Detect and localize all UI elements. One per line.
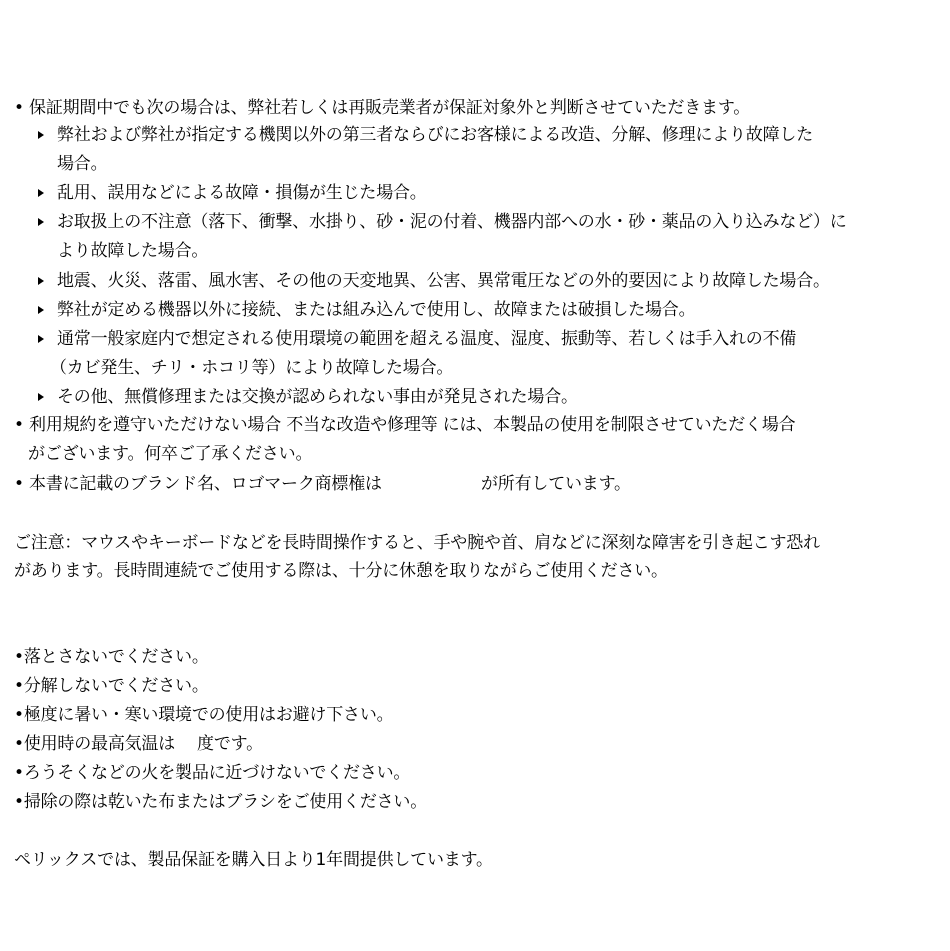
caution-line-2: があります。長時間連続でご使用する際は、十分に休憩を取りながらご使用ください。 <box>14 561 668 581</box>
warranty-item-3-line1: お取扱上の不注意（落下、衝撃、水掛り、砂・泥の付着、機器内部への水・砂・薬品の入り込みなど）に <box>57 212 847 232</box>
warranty-item-5-line1: 弊社が定める機器以外に接続、または組み込んで使用し、故障または破損した場合。 <box>57 300 696 320</box>
triangle-bullet-icon <box>38 218 44 226</box>
terms-line-1: • 利用規約を遵守いただけない場合 不当な改造や修理等 には、本製品の使用を制限させていただく場合 <box>14 415 796 435</box>
handling-item: •使用時の最高気温は 度です。 <box>14 734 263 754</box>
triangle-bullet-icon <box>38 277 44 285</box>
triangle-bullet-icon <box>38 306 44 314</box>
handling-item: •極度に暑い・寒い環境での使用はお避け下さい。 <box>14 705 394 725</box>
warranty-item-1-line2: 場合。 <box>57 154 108 174</box>
warranty-item-3-line2: より故障した場合。 <box>57 241 209 261</box>
terms-line-2: がございます。何卒ご了承ください。 <box>28 444 313 464</box>
caution-line-1: ご注意：マウスやキーボードなどを長時間操作すると、手や腕や首、肩などに深刻な障害を引き起こす恐れ <box>14 533 820 553</box>
warranty-item-6-line2: （カビ発生、チリ・ホコリ等）により故障した場合。 <box>50 358 454 378</box>
warranty-item-7-line1: その他、無償修理または交換が認められない事由が発見された場合。 <box>57 387 578 407</box>
handling-item: •掃除の際は乾いた布またはブラシをご使用ください。 <box>14 792 428 812</box>
warranty-intro: • 保証期間中でも次の場合は、弊社若しくは再販売業者が保証対象外と判断させていただきます。 <box>14 98 751 118</box>
triangle-bullet-icon <box>38 131 44 139</box>
triangle-bullet-icon <box>38 393 44 401</box>
brand-line-part-a: • 本書に記載のブランド名、ロゴマーク商標権は <box>14 474 382 494</box>
triangle-bullet-icon <box>38 335 44 343</box>
handling-item: •ろうそくなどの火を製品に近づけないでください。 <box>14 763 411 783</box>
warranty-item-6-line1: 通常一般家庭内で想定される使用環境の範囲を超える温度、湿度、振動等、若しくは手入れの不備 <box>57 329 797 349</box>
warranty-item-4-line1: 地震、火災、落雷、風水害、その他の天変地異、公害、異常電圧などの外的要因により故障した場合。 <box>57 271 830 291</box>
warranty-period-statement: ペリックスでは、製品保証を購入日より1年間提供しています。 <box>14 850 493 870</box>
warranty-item-2-line1: 乱用、誤用などによる故障・損傷が生じた場合。 <box>57 183 427 203</box>
warranty-item-1-line1: 弊社および弊社が指定する機関以外の第三者ならびにお客様による改造、分解、修理により故障した <box>57 125 813 145</box>
brand-line-part-b: が所有しています。 <box>481 474 631 494</box>
handling-item: •落とさないでください。 <box>14 647 209 667</box>
triangle-bullet-icon <box>38 189 44 197</box>
handling-item: •分解しないでください。 <box>14 676 209 696</box>
